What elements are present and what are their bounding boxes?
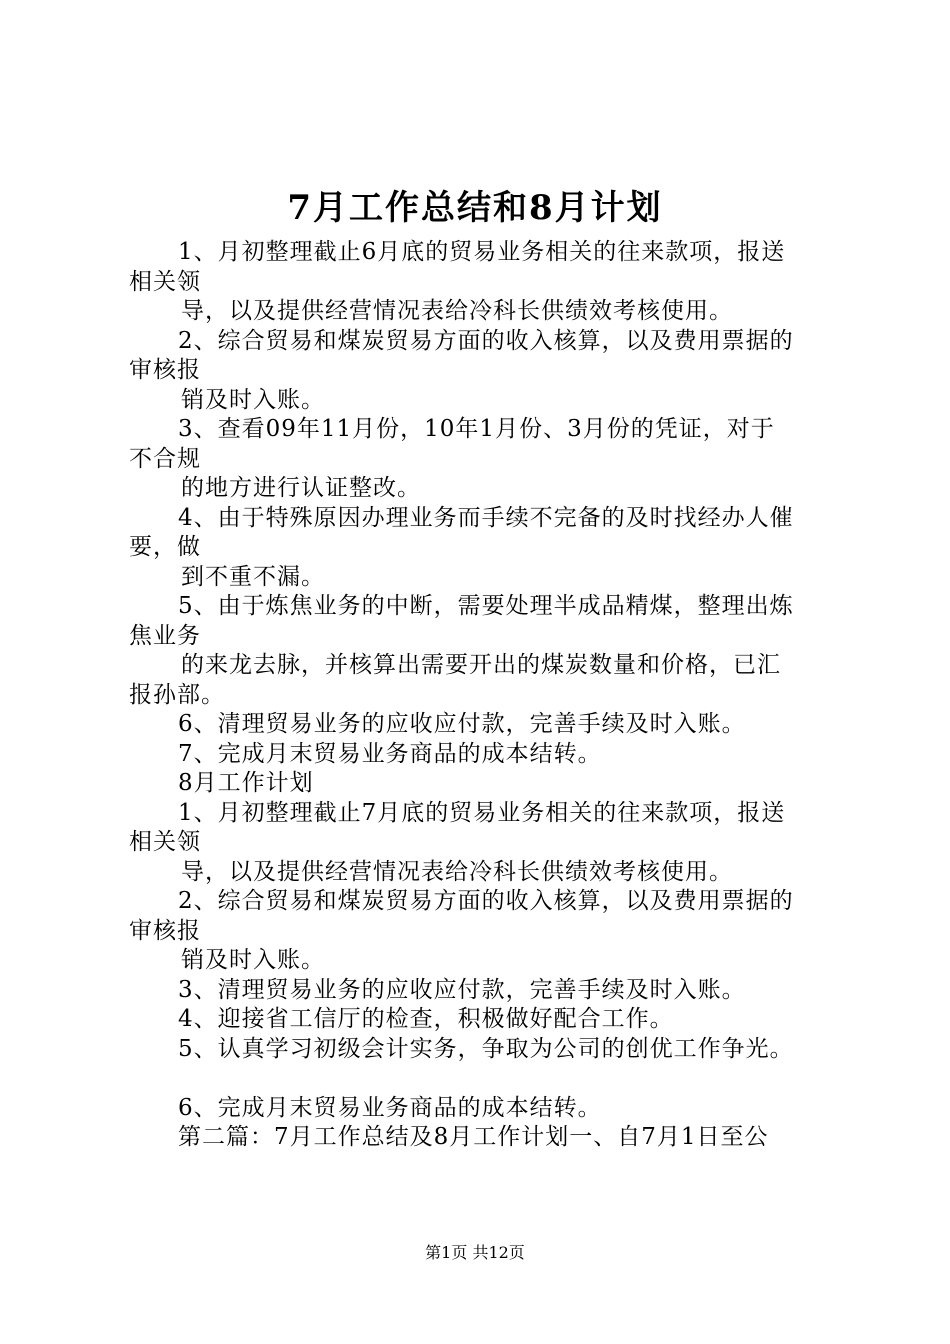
paragraph-line: 2、综合贸易和煤炭贸易方面的收入核算，以及费用票据的 (178, 888, 794, 914)
paragraph-line: 第二篇：7月工作总结及8月工作计划一、自7月1日至公 (178, 1124, 769, 1150)
paragraph-line: 要，做 (129, 534, 201, 560)
paragraph-line: 导，以及提供经营情况表给冷科长供绩效考核使用。 (181, 858, 733, 885)
paragraph-line: 5、认真学习初级会计实务，争取为公司的创优工作争光。 (178, 1035, 794, 1062)
paragraph-line: 焦业务 (129, 622, 201, 649)
paragraph-line: 相关领 (129, 268, 201, 295)
paragraph-line: 导，以及提供经营情况表给冷科长供绩效考核使用。 (181, 298, 733, 324)
paragraph-line: 不合规 (129, 445, 201, 472)
paragraph-line: 4、由于特殊原因办理业务而手续不完备的及时找经办人催 (178, 504, 794, 531)
paragraph-line: 审核报 (129, 917, 201, 944)
paragraph-line: 1、月初整理截止6月底的贸易业务相关的往来款项，报送 (178, 239, 786, 265)
document-body (129, 238, 839, 1153)
document-title: 7月工作总结和8月计划 (287, 188, 663, 228)
paragraph-line: 6、清理贸易业务的应收应付款，完善手续及时入账。 (178, 711, 746, 737)
paragraph-line: 的地方进行认证整改。 (181, 475, 421, 501)
paragraph-line: 销及时入账。 (181, 386, 325, 413)
paragraph-line: 审核报 (129, 357, 201, 383)
paragraph-line: 5、由于炼焦业务的中断，需要处理半成品精煤，整理出炼 (178, 593, 794, 619)
section-heading: 8月工作计划 (178, 770, 314, 796)
paragraph-line: 3、清理贸易业务的应收应付款，完善手续及时入账。 (178, 976, 746, 1003)
paragraph-line: 7、完成月末贸易业务商品的成本结转。 (178, 740, 602, 767)
paragraph-line: 2、综合贸易和煤炭贸易方面的收入核算，以及费用票据的 (178, 327, 794, 354)
paragraph-line: 销及时入账。 (181, 947, 325, 973)
paragraph-line: 1、月初整理截止7月底的贸易业务相关的往来款项，报送 (178, 799, 786, 826)
paragraph-line: 4、迎接省工信厅的检查，积极做好配合工作。 (178, 1006, 674, 1032)
blank-line (129, 1064, 839, 1094)
paragraph-line: 报孙部。 (129, 681, 225, 708)
paragraph-line: 相关领 (129, 829, 201, 855)
paragraph-line: 3、查看09年11月份，10年1月份、3月份的凭证，对于 (178, 416, 775, 442)
page-footer: 第1页 共12页 (425, 1243, 525, 1262)
paragraph-line: 6、完成月末贸易业务商品的成本结转。 (178, 1094, 602, 1121)
paragraph-line: 到不重不漏。 (181, 563, 325, 590)
paragraph-line: 的来龙去脉，并核算出需要开出的煤炭数量和价格，已汇 (181, 652, 781, 678)
